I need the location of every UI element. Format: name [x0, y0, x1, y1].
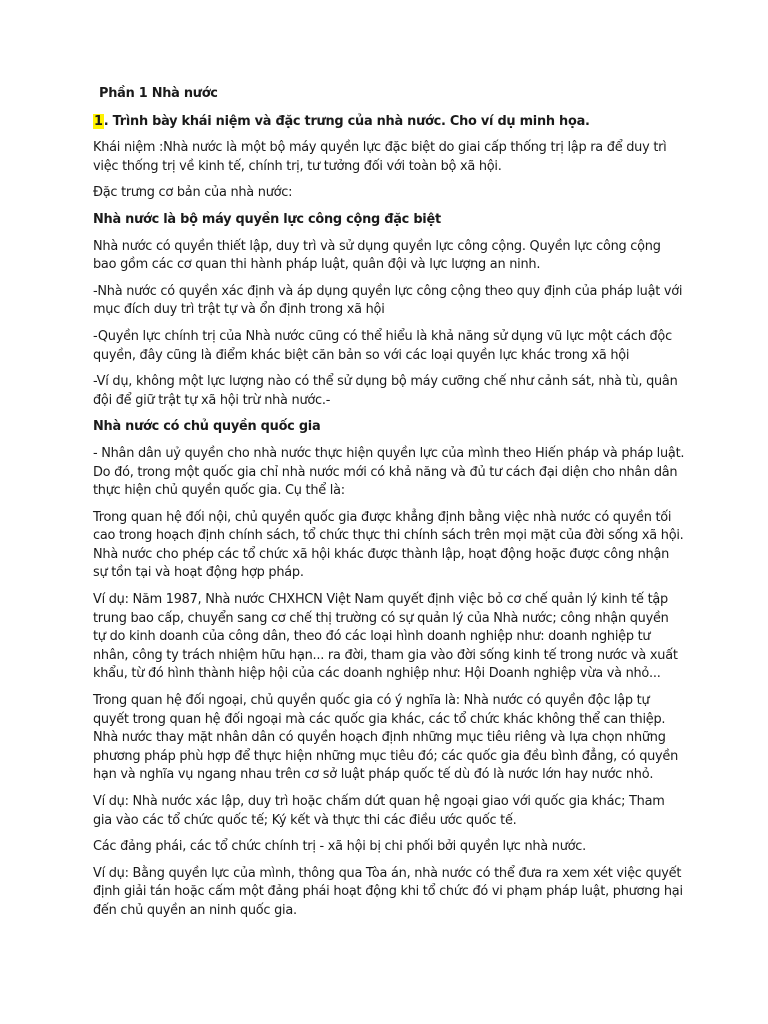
question-text: . Trình bày khái niệm và đặc trưng của nhà nước. Cho ví dụ minh họa. [103, 113, 590, 129]
document-page [93, 85, 685, 929]
section-title: Phần 1 Nhà nước [99, 86, 218, 101]
question-number-highlight: 1 [94, 113, 103, 129]
paragraph: Trong quan hệ đối ngoại, chủ quyền quốc gia có ý nghĩa là: Nhà nước có quyền độc lập tự quyết trong quan hệ đối ngoại mà các quốc gia khác, các tổ chức khác không thể can thiệp. Nhà nước thay mặt nhân dân có quyền hoạch định những mục tiêu riêng và lựa chọn những phương pháp phù hợp để thực hiện những mục tiêu đó; các quốc gia đều bình đẳng, có quyền hạn và nghĩa vụ ngang nhau trên cơ sở luật pháp quốc tế dù đó là nước lớn hay nước nhỏ. [93, 693, 679, 783]
section-heading: Nhà nước là bộ máy quyền lực công cộng đặc biệt [93, 211, 441, 227]
paragraph: Trong quan hệ đối nội, chủ quyền quốc gia được khẳng định bằng việc nhà nước có quyền tối cao trong hoạch định chính sách, tổ chức thực thi chính sách trên mọi mặt của đời sống xã hội. Nhà nước cho phép các tổ chức xã hội khác được thành lập, hoạt động hoặc được công nhận sự tồn tại và hoạt động hợp pháp. [93, 509, 684, 581]
question-title [93, 113, 685, 132]
paragraph: -Ví dụ, không một lực lượng nào có thể sử dụng bộ máy cưỡng chế như cảnh sát, nhà tù, quân đội để giữ trật tự xã hội trừ nhà nước.- [93, 374, 678, 408]
body-paragraphs [93, 139, 685, 920]
section-heading: Nhà nước có chủ quyền quốc gia [93, 419, 321, 435]
paragraph: -Quyền lực chính trị của Nhà nước cũng có thể hiểu là khả năng sử dụng vũ lực một cách độc quyền, đây cũng là điểm khác biệt căn bản so với các loại quyền lực khác trong xã hội [93, 328, 672, 363]
paragraph: Nhà nước có quyền thiết lập, duy trì và sử dụng quyền lực công cộng. Quyền lực công cộng bao gồm các cơ quan thi hành pháp luật, quân đội và lực lượng an ninh. [93, 238, 661, 273]
paragraph: Các đảng phái, các tổ chức chính trị - xã hội bị chi phối bởi quyền lực nhà nước. [93, 839, 586, 855]
paragraph: Ví dụ: Nhà nước xác lập, duy trì hoặc chấm dứt quan hệ ngoại giao với quốc gia khác; Tham gia vào các tổ chức quốc tế; Ký kết và thực thi các điều ước quốc tế. [93, 794, 665, 828]
paragraph: - Nhân dân uỷ quyền cho nhà nước thực hiện quyền lực của mình theo Hiến pháp và pháp luật. Do đó, trong một quốc gia chỉ nhà nước mới có khả năng và đủ tư cách đại diện cho nhân dân thực hiện chủ quyền quốc gia. Cụ thể là: [93, 445, 685, 499]
paragraph: Ví dụ: Năm 1987, Nhà nước CHXHCN Việt Nam quyết định việc bỏ cơ chế quản lý kinh tế tập trung bao cấp, chuyển sang cơ chế thị trường có sự quản lý của Nhà nước; công nhận quyền tự do kinh doanh của công dân, theo đó các loại hình doanh nghiệp như: doanh nghiệp tư nhân, công ty trách nhiệm hữu hạn... ra đời, tham gia vào đời sống kinh tế trong nước và xuất khẩu, từ đó hình thành hiệp hội của các doanh nghiệp như: Hội Doanh nghiệp vừa và nhỏ... [93, 592, 678, 682]
paragraph: Đặc trưng cơ bản của nhà nước: [93, 185, 293, 201]
paragraph: -Nhà nước có quyền xác định và áp dụng quyền lực công cộng theo quy định của pháp luật với mục đích duy trì trật tự và ổn định trong xã hội [93, 283, 683, 318]
paragraph: Khái niệm :Nhà nước là một bộ máy quyền lực đặc biệt do giai cấp thống trị lập ra để duy trì việc thống trị về kinh tế, chính trị, tư tưởng đối với toàn bộ xã hội. [93, 140, 667, 174]
paragraph: Ví dụ: Bằng quyền lực của mình, thông qua Tòa án, nhà nước có thể đưa ra xem xét việc quyết định giải tán hoặc cấm một đảng phái hoạt động khi tổ chức đó vi phạm pháp luật, phương hại đến chủ quyền an ninh quốc gia. [93, 865, 683, 918]
